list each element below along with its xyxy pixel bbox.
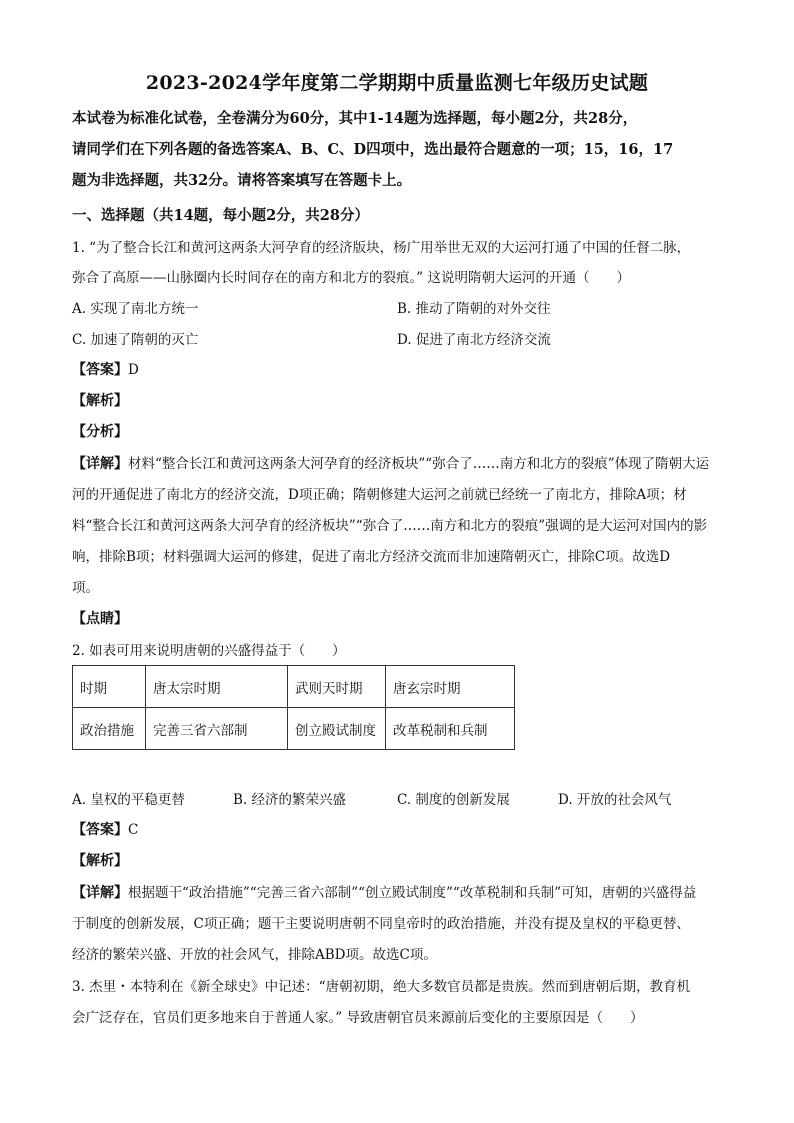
table-cell: 唐太宗时期 — [146, 666, 288, 708]
intro-line-1: 本试卷为标准化试卷，全卷满分为60分，其中1-14题为选择题，每小题2分，共28分， — [72, 110, 638, 127]
q2-option-a: A. 皇权的平稳更替 — [72, 792, 185, 808]
q2-option-c: C. 制度的创新发展 — [397, 792, 510, 808]
q1-option-b: B. 推动了隋朝的对外交往 — [397, 301, 551, 317]
q2-detail-line-2: 于制度的创新发展，C项正确；题干主要说明唐朝不同皇帝时的政治措施，并没有提及皇权的平稳更替、 — [72, 916, 690, 932]
q2-analysis-label: 【解析】 — [72, 853, 128, 869]
table-cell: 创立殿试制度 — [288, 708, 386, 750]
table-cell: 政治措施 — [73, 708, 146, 750]
table-cell: 改革税制和兵制 — [386, 708, 515, 750]
q1-detail-label: 【详解】 — [72, 456, 128, 472]
q2-answer — [72, 819, 138, 839]
section-heading: 一、选择题（共14题，每小题2分，共28分） — [72, 207, 369, 224]
q1-option-a: A. 实现了南北方统一 — [72, 301, 199, 317]
q2-answer-value: C — [128, 822, 139, 838]
table-row — [73, 666, 515, 708]
q2-detail-line-1: 【详解】根据题干“政治措施”“完善三省六部制”“创立殿试制度”“改革税制和兵制”可知，唐朝的兴盛得益 — [72, 885, 697, 901]
table-cell: 武则天时期 — [288, 666, 386, 708]
q1-answer — [72, 359, 139, 379]
q1-answer-value: D — [128, 362, 139, 378]
q1-detail-line-5: 项。 — [72, 580, 99, 596]
q2-detail-label: 【详解】 — [72, 885, 128, 901]
table-cell: 唐玄宗时期 — [386, 666, 515, 708]
q1-stem-line-1: 1. “为了整合长江和黄河这两条大河孕育的经济版块，杨广用举世无双的大运河打通了中国的任督二脉， — [72, 240, 691, 256]
q1-analysis-label: 【解析】 — [72, 393, 128, 409]
q2-table — [72, 665, 515, 750]
q1-detail-line-1: 【详解】材料“整合长江和黄河这两条大河孕育的经济板块”“弥合了……南方和北方的裂痕”体现了隋朝大运 — [72, 456, 710, 472]
intro-line-3: 题为非选择题，共32分。请将答案填写在答题卡上。 — [72, 172, 412, 189]
q1-option-d: D. 促进了南北方经济交流 — [397, 332, 551, 348]
q2-option-d: D. 开放的社会风气 — [558, 792, 672, 808]
q1-detail-line-4: 响，排除B项；材料强调大运河的修建，促进了南北方经济交流而非加速隋朝灭亡，排除C项。故选D — [72, 549, 671, 565]
table-row — [73, 708, 515, 750]
q1-option-c: C. 加速了隋朝的灭亡 — [72, 332, 199, 348]
intro-line-2: 请同学们在下列各题的备选答案A、B、C、D四项中，选出最符合题意的一项；15，16，17 — [72, 141, 674, 158]
q1-detail-line-2: 河的开通促进了南北方的经济交流，D项正确；隋朝修建大运河之前就已经统一了南北方，排除A项；材 — [72, 487, 687, 503]
q2-option-b: B. 经济的繁荣兴盛 — [233, 792, 347, 808]
table-cell: 完善三省六部制 — [146, 708, 288, 750]
q1-detail-line-3: 料“整合长江和黄河这两条大河孕育的经济板块”“弥合了……南方和北方的裂痕”强调的是大运河对国内的影 — [72, 518, 708, 534]
q1-stem-line-2: 弥合了高原——山脉圈内长时间存在的南方和北方的裂痕。” 这说明隋朝大运河的开通（ ） — [72, 270, 630, 286]
q1-fenxi-label: 【分析】 — [72, 424, 128, 440]
q2-stem: 2. 如表可用来说明唐朝的兴盛得益于（ ） — [72, 643, 346, 659]
q1-answer-label: 【答案】 — [72, 362, 128, 378]
page-title: 2023-2024学年度第二学期期中质量监测七年级历史试题 — [145, 72, 649, 94]
q3-stem-line-1: 3. 杰里・本特利在《新全球史》中记述：“唐朝初期，绝大多数官员都是贵族。然而到唐朝后期，教育机 — [72, 979, 691, 995]
q2-answer-label: 【答案】 — [72, 822, 128, 838]
table-cell: 时期 — [73, 666, 146, 708]
q3-stem-line-2: 会广泛存在，官员们更多地来自于普通人家。” 导致唐朝官员来源前后变化的主要原因是（ ） — [72, 1010, 644, 1026]
q2-detail-line-3: 经济的繁荣兴盛、开放的社会风气，排除ABD项。故选C项。 — [72, 947, 437, 963]
q1-dianjing-label: 【点睛】 — [72, 611, 128, 627]
